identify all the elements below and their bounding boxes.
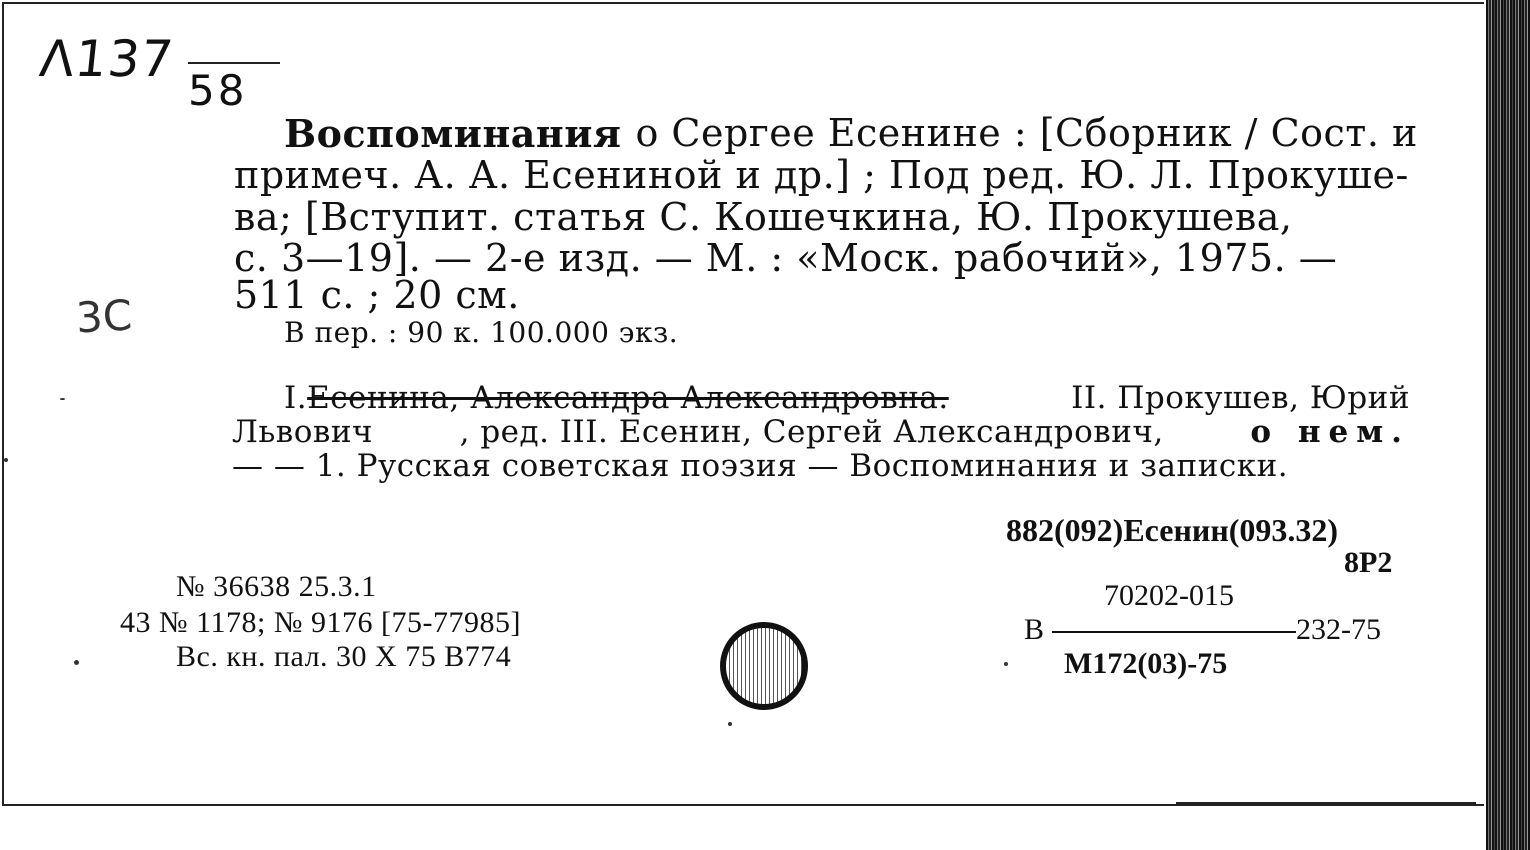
scanned-card-edge [1486,0,1530,850]
code-fraction-line [1052,631,1296,633]
struck-author: Есенина, Александра Александровна. [307,380,949,416]
code-prefix: В [1024,613,1045,646]
description-line-4: с. 3—19]. — 2-е изд. — М. : «Моск. рабочий», 1975. — [234,236,1338,280]
print-info-line-1: № 36638 25.3.1 [176,570,377,603]
scan-speck [728,722,732,726]
handwritten-mark: 3С [74,290,134,343]
subject-struck-entry: I.Есенина, Александра Александровна. [284,380,949,416]
code-denominator: М172(03)-75 [1064,647,1228,680]
description-line-5: 511 с. ; 20 см. [234,273,520,317]
description-line-3: ва; [Вступит. статья С. Кошечкина, Ю. Прокушева, [234,195,1293,239]
scan-speck [74,660,79,665]
bbk-code: 8Р2 [1344,546,1393,579]
subjects-line-2 [232,414,1410,450]
subjects-line-1 [284,380,1410,416]
title-word: Воспоминания [284,111,622,156]
scan-speck [1004,662,1008,666]
subject-about: о нем. [1250,414,1410,450]
title-rest: о Сергее Есенине : [Сборник / Сост. и [635,111,1418,155]
print-info-line-2: 43 № 1178; № 9176 [75-77985] [120,606,521,639]
description-line-1 [284,111,1418,156]
call-number-divider [188,62,280,64]
price-line: В пер. : 90 к. 100.000 экз. [284,316,679,349]
call-number-main: Λ137 [36,30,177,88]
card-punch-hole [720,622,808,710]
udc-code: 882(092)Есенин(093.32) [1006,512,1339,548]
code-numerator: 70202-015 [1104,579,1234,612]
subjects-line-3: — — 1. Русская советская поэзия — Воспоминания и записки. [232,448,1289,484]
subject-editor-entry: II. Прокушев, Юрий [1071,380,1410,416]
code-suffix: 232-75 [1296,613,1381,646]
scan-speck [60,398,65,400]
description-line-2: примеч. А. А. Есениной и др.] ; Под ред. Ю. Л. Прокуше- [234,153,1409,197]
subject-patronymic: Львович [232,414,373,450]
call-number-sub: 58 [188,66,248,115]
subject-editor-role: , ред. III. Есенин, Сергей Александрович, [459,414,1164,450]
scan-speck [4,458,8,462]
card-bottom-edge [1176,802,1476,805]
print-info-line-3: Вс. кн. пал. 30 X 75 В774 [176,640,512,673]
